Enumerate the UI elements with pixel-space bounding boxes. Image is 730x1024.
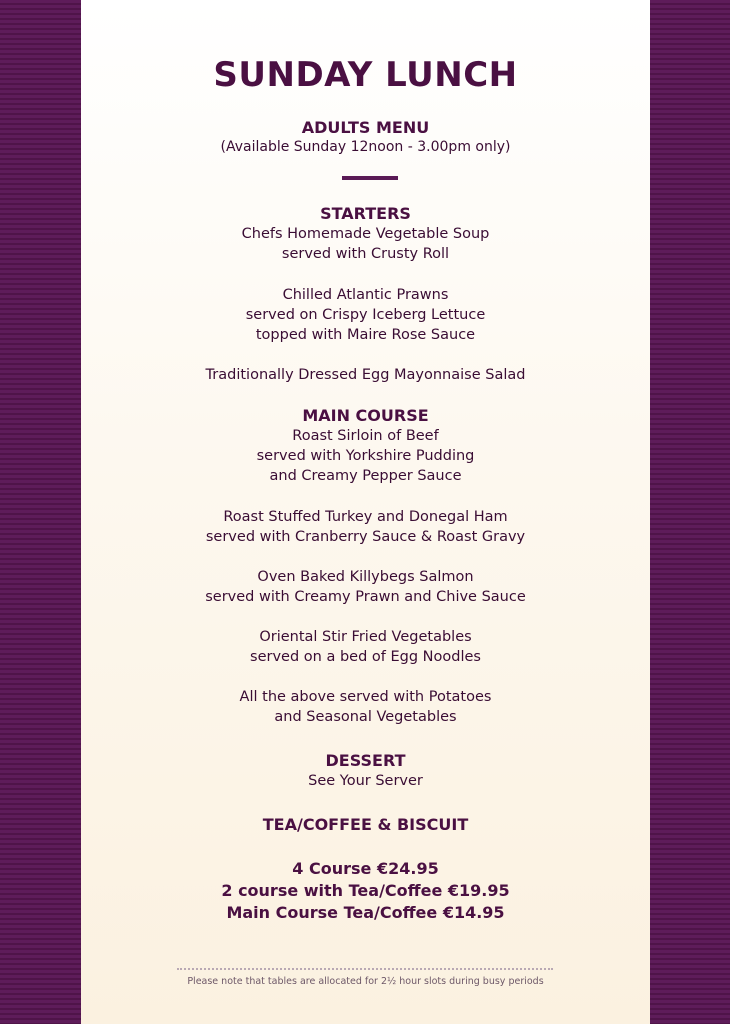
menu-item-line: Roast Stuffed Turkey and Donegal Ham xyxy=(223,509,508,525)
price-line: 2 course with Tea/Coffee €19.95 xyxy=(221,881,510,900)
dessert-text: See Your Server xyxy=(308,773,423,789)
menu-item-line: served with Yorkshire Pudding xyxy=(256,448,475,464)
price-list xyxy=(81,858,650,924)
menu-item-line: Traditionally Dressed Egg Mayonnaise Salad xyxy=(205,367,526,383)
title-divider xyxy=(342,176,398,180)
footer-divider xyxy=(177,968,553,970)
main-course-section xyxy=(81,406,650,486)
menu-item xyxy=(81,567,650,607)
starters-section xyxy=(81,204,650,264)
main-course-heading: MAIN COURSE xyxy=(302,406,429,425)
menu-page xyxy=(81,0,650,1024)
menu-item-line: and Creamy Pepper Sauce xyxy=(269,468,462,484)
menu-item xyxy=(81,507,650,547)
price-line: 4 Course €24.95 xyxy=(292,859,439,878)
menu-title: SUNDAY LUNCH xyxy=(213,55,518,95)
menu-item-line: served with Creamy Prawn and Chive Sauce xyxy=(205,589,526,605)
menu-subtitle: ADULTS MENU xyxy=(301,118,430,137)
menu-item xyxy=(81,285,650,345)
menu-item-line: Oven Baked Killybegs Salmon xyxy=(257,569,474,585)
price-line: Main Course Tea/Coffee €14.95 xyxy=(226,903,505,922)
tea-section xyxy=(81,815,650,835)
menu-item-line: served with Cranberry Sauce & Roast Gravy xyxy=(205,529,526,545)
menu-item xyxy=(81,365,650,385)
menu-item-line: served with Crusty Roll xyxy=(281,246,450,262)
starters-heading: STARTERS xyxy=(320,204,411,223)
menu-item-line: All the above served with Potatoes xyxy=(239,689,492,705)
menu-item-line: Oriental Stir Fried Vegetables xyxy=(259,629,472,645)
menu-item xyxy=(81,627,650,667)
menu-item-line: Chefs Homemade Vegetable Soup xyxy=(241,226,490,242)
menu-item-line: Roast Sirloin of Beef xyxy=(292,428,439,444)
availability-text: (Available Sunday 12noon - 3.00pm only) xyxy=(220,139,511,155)
menu-item-line: topped with Maire Rose Sauce xyxy=(255,327,476,343)
menu-item-line: served on Crispy Iceberg Lettuce xyxy=(245,307,486,323)
menu-item-line: Chilled Atlantic Prawns xyxy=(282,287,449,303)
menu-item-line: and Seasonal Vegetables xyxy=(274,709,457,725)
dessert-heading: DESSERT xyxy=(325,751,406,770)
menu-item xyxy=(81,687,650,727)
dessert-section xyxy=(81,751,650,791)
tea-heading: TEA/COFFEE & BISCUIT xyxy=(262,815,469,834)
footer-note: Please note that tables are allocated for 2½ hour slots during busy periods xyxy=(187,976,544,987)
menu-item-line: served on a bed of Egg Noodles xyxy=(250,649,481,665)
